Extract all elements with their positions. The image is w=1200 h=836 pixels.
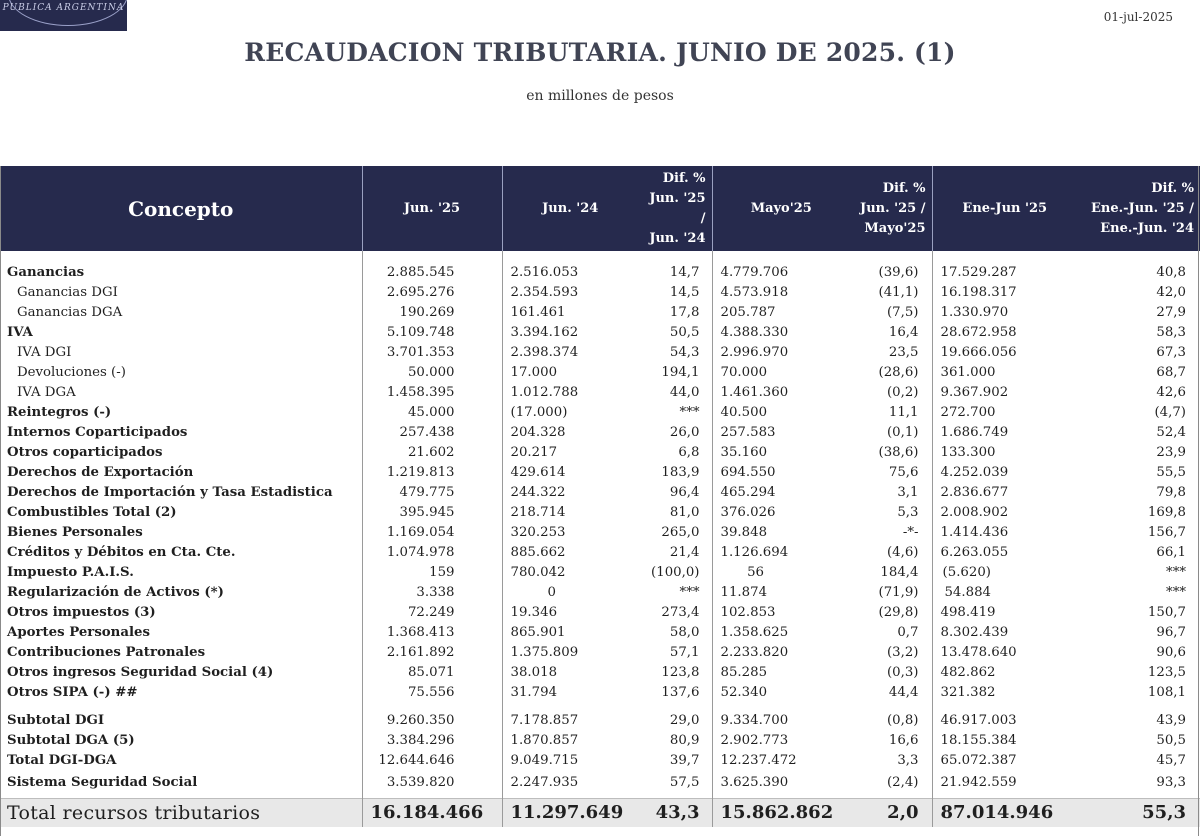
- row-value: 183,9: [661, 465, 700, 480]
- row-value: 93,3: [1156, 775, 1186, 790]
- row-label: IVA DGI: [17, 345, 72, 360]
- row-value: 85.285: [712, 663, 850, 683]
- row-value: (0,3): [886, 665, 919, 680]
- row-label: Derechos de Importación y Tasa Estadistica: [7, 485, 333, 500]
- row-value: 123,8: [661, 665, 700, 680]
- table-row: [0, 263, 1200, 283]
- row-value: ***: [679, 585, 700, 600]
- row-value: 66,1: [1156, 545, 1186, 560]
- row-value: 6.263.055: [932, 543, 1077, 563]
- row-value: 244.322: [502, 483, 638, 503]
- row-value: 1.330.970: [932, 303, 1077, 323]
- row-label: Otros impuestos (3): [7, 605, 156, 620]
- header-dif-enejun-line3: Ene.-Jun. '24: [1100, 220, 1194, 236]
- table-row: [0, 543, 1200, 563]
- row-value: -*-: [902, 525, 919, 540]
- table-row: [0, 403, 1200, 423]
- row-value: 39,7: [669, 753, 700, 768]
- row-value: 15.862.862: [712, 799, 850, 828]
- revenue-table: [0, 166, 1200, 827]
- header-dif-mayo-line3: Mayo'25: [864, 220, 926, 236]
- row-value: 321.382: [932, 683, 1077, 703]
- header-dif-jun-line1: Dif. %: [662, 170, 706, 186]
- table-row: [0, 643, 1200, 663]
- row-value: 108,1: [1147, 685, 1186, 700]
- row-label: Sistema Seguridad Social: [7, 775, 198, 790]
- row-value: 52,4: [1156, 425, 1186, 440]
- table-row: [0, 583, 1200, 603]
- row-value: 45,7: [1156, 753, 1186, 768]
- report-title: RECAUDACION TRIBUTARIA. JUNIO DE 2025. (1): [244, 38, 956, 67]
- row-value: 21.942.559: [932, 771, 1077, 795]
- row-value: 90,6: [1156, 645, 1186, 660]
- row-value: 9.260.350: [362, 711, 502, 731]
- row-value: 5,3: [897, 505, 919, 520]
- row-label: Ganancias DGA: [17, 305, 123, 320]
- row-value: 133.300: [932, 443, 1077, 463]
- row-label: Regularización de Activos (*): [7, 585, 224, 600]
- row-value: 54,3: [669, 345, 700, 360]
- agency-logo: [0, 0, 127, 31]
- row-value: 1.461.360: [712, 383, 850, 403]
- row-value: 885.662: [502, 543, 638, 563]
- row-value: 29,0: [669, 713, 700, 728]
- table-row: [0, 363, 1200, 383]
- row-value: 21,4: [669, 545, 700, 560]
- row-value: (4,6): [886, 545, 919, 560]
- row-value: 7.178.857: [502, 711, 638, 731]
- row-label: Bienes Personales: [7, 525, 143, 540]
- table-row: [0, 443, 1200, 463]
- row-value: 96,7: [1156, 625, 1186, 640]
- row-value: (100,0): [651, 565, 700, 580]
- row-value: 5.109.748: [362, 323, 502, 343]
- row-value: ***: [1166, 565, 1186, 580]
- row-value: 123,5: [1147, 665, 1186, 680]
- table-row: [0, 463, 1200, 483]
- row-value: 67,3: [1156, 345, 1186, 360]
- row-value: 87.014.946: [932, 799, 1077, 828]
- table-row: [0, 343, 1200, 363]
- row-value: 3.384.296: [362, 731, 502, 751]
- table-row: [0, 483, 1200, 503]
- row-value: 75.556: [362, 683, 502, 703]
- row-value: 3.394.162: [502, 323, 638, 343]
- row-value: 45.000: [362, 403, 502, 423]
- row-value: 43,3: [638, 799, 712, 828]
- row-value: 2.354.593: [502, 283, 638, 303]
- header-dif-enejun-line1: Dif. %: [1151, 180, 1194, 196]
- row-value: (41,1): [878, 285, 919, 300]
- header-dif-mayo: [850, 166, 932, 251]
- table-row: [0, 423, 1200, 443]
- row-label: Derechos de Exportación: [7, 465, 194, 480]
- table-row: [0, 683, 1200, 703]
- row-value: 218.714: [502, 503, 638, 523]
- row-value: 56: [712, 563, 850, 583]
- row-value: 27,9: [1156, 305, 1186, 320]
- table-row: [0, 283, 1200, 303]
- row-value: 35.160: [712, 443, 850, 463]
- row-value: 9.367.902: [932, 383, 1077, 403]
- row-value: 257.583: [712, 423, 850, 443]
- row-value: 205.787: [712, 303, 850, 323]
- row-value: (3,2): [886, 645, 919, 660]
- row-value: 39.848: [712, 523, 850, 543]
- row-value: 169,8: [1147, 505, 1186, 520]
- row-value: 11.297.649: [502, 799, 638, 828]
- row-value: 28.672.958: [932, 323, 1077, 343]
- row-value: 1.458.395: [362, 383, 502, 403]
- row-value: 184,4: [880, 565, 919, 580]
- row-value: 1.414.436: [932, 523, 1077, 543]
- row-value: 58,3: [1156, 325, 1186, 340]
- table-row: [0, 603, 1200, 623]
- row-value: 3.338: [362, 583, 502, 603]
- row-value: 17.000: [502, 363, 638, 383]
- row-value: 43,9: [1156, 713, 1186, 728]
- subtotal-row: [0, 711, 1200, 731]
- header-concepto: Concepto: [0, 166, 362, 251]
- table-row: [0, 303, 1200, 323]
- header-dif-jun: [638, 166, 712, 251]
- row-label: Devoluciones (-): [17, 365, 126, 380]
- table-header-row: [0, 166, 1200, 251]
- row-value: 190.269: [362, 303, 502, 323]
- row-value: 57,1: [669, 645, 700, 660]
- row-value: 3,1: [897, 485, 919, 500]
- row-label: Otros coparticipados: [7, 445, 163, 460]
- row-label: Subtotal DGI: [7, 713, 105, 728]
- row-label: Ganancias: [7, 265, 85, 280]
- row-value: 72.249: [362, 603, 502, 623]
- row-value: (5.620): [932, 563, 1077, 583]
- row-value: 79,8: [1156, 485, 1186, 500]
- row-value: 52.340: [712, 683, 850, 703]
- header-jun25: Jun. '25: [362, 166, 502, 251]
- row-label: Aportes Personales: [7, 625, 150, 640]
- row-value: 55,5: [1156, 465, 1186, 480]
- header-enejun25: Ene-Jun '25: [932, 166, 1077, 251]
- row-value: 44,0: [669, 385, 700, 400]
- row-value: (71,9): [878, 585, 919, 600]
- row-value: 23,5: [888, 345, 919, 360]
- row-value: 17,8: [669, 305, 700, 320]
- row-label: Créditos y Débitos en Cta. Cte.: [7, 545, 236, 560]
- row-value: 2.885.545: [362, 263, 502, 283]
- row-value: 265,0: [661, 525, 700, 540]
- row-value: 57,5: [669, 775, 700, 790]
- row-value: 40,8: [1156, 265, 1186, 280]
- row-value: 376.026: [712, 503, 850, 523]
- row-label: Total DGI-DGA: [7, 753, 117, 768]
- row-value: 2.398.374: [502, 343, 638, 363]
- row-value: 272.700: [932, 403, 1077, 423]
- row-value: 14,7: [669, 265, 700, 280]
- row-value: 11,1: [888, 405, 919, 420]
- row-label: Reintegros (-): [7, 405, 112, 420]
- row-value: (39,6): [878, 265, 919, 280]
- row-value: 18.155.384: [932, 731, 1077, 751]
- header-dif-enejun-line2: Ene.-Jun. '25 /: [1090, 200, 1194, 216]
- row-label: IVA: [7, 325, 33, 340]
- row-value: 137,6: [661, 685, 700, 700]
- row-value: 2.996.970: [712, 343, 850, 363]
- row-value: 20.217: [502, 443, 638, 463]
- row-value: 75,6: [888, 465, 919, 480]
- row-value: 42,6: [1156, 385, 1186, 400]
- row-value: 65.072.387: [932, 751, 1077, 771]
- row-value: 40.500: [712, 403, 850, 423]
- row-value: 361.000: [932, 363, 1077, 383]
- row-value: 204.328: [502, 423, 638, 443]
- row-label: Combustibles Total (2): [7, 505, 177, 520]
- row-value: (0,8): [886, 713, 919, 728]
- spacer-row: [0, 703, 1200, 711]
- row-value: 68,7: [1156, 365, 1186, 380]
- header-dif-jun-line3: Jun. '24: [649, 230, 706, 246]
- header-jun24: Jun. '24: [502, 166, 638, 251]
- row-value: (0,1): [886, 425, 919, 440]
- row-value: 429.614: [502, 463, 638, 483]
- row-value: 2.902.773: [712, 731, 850, 751]
- row-value: (29,8): [878, 605, 919, 620]
- row-value: 70.000: [712, 363, 850, 383]
- row-value: 46.917.003: [932, 711, 1077, 731]
- row-value: 1.358.625: [712, 623, 850, 643]
- row-value: 2.695.276: [362, 283, 502, 303]
- spacer-row: [0, 251, 1200, 263]
- row-value: 1.368.413: [362, 623, 502, 643]
- row-value: 80,9: [669, 733, 700, 748]
- row-value: 9.334.700: [712, 711, 850, 731]
- row-value: 8.302.439: [932, 623, 1077, 643]
- row-value: 42,0: [1156, 285, 1186, 300]
- table-row: [0, 623, 1200, 643]
- header-mayo25: Mayo'25: [712, 166, 850, 251]
- row-label: IVA DGA: [17, 385, 76, 400]
- report-subtitle: en millones de pesos: [526, 88, 674, 104]
- row-value: 16.198.317: [932, 283, 1077, 303]
- row-value: 19.346: [502, 603, 638, 623]
- header-dif-mayo-line1: Dif. %: [882, 180, 926, 196]
- row-value: 1.126.694: [712, 543, 850, 563]
- row-value: 865.901: [502, 623, 638, 643]
- row-value: 38.018: [502, 663, 638, 683]
- row-value: 194,1: [661, 365, 700, 380]
- row-value: 320.253: [502, 523, 638, 543]
- row-value: 11.874: [712, 583, 850, 603]
- row-label: Ganancias DGI: [17, 285, 118, 300]
- row-value: 44,4: [888, 685, 919, 700]
- row-value: 3,3: [897, 753, 919, 768]
- row-value: 12.644.646: [362, 751, 502, 771]
- row-value: 2.836.677: [932, 483, 1077, 503]
- row-value: 2.161.892: [362, 643, 502, 663]
- row-value: 17.529.287: [932, 263, 1077, 283]
- row-value: 55,3: [1077, 799, 1200, 828]
- logo-text: PUBLICA ARGENTINA: [2, 3, 125, 13]
- table-row: [0, 503, 1200, 523]
- row-value: 479.775: [362, 483, 502, 503]
- table-row: [0, 523, 1200, 543]
- row-value: 1.870.857: [502, 731, 638, 751]
- row-value: 4.252.039: [932, 463, 1077, 483]
- row-label: Subtotal DGA (5): [7, 733, 135, 748]
- row-value: 2.008.902: [932, 503, 1077, 523]
- row-value: 2.516.053: [502, 263, 638, 283]
- row-value: 85.071: [362, 663, 502, 683]
- row-label: Otros ingresos Seguridad Social (4): [7, 665, 274, 680]
- row-value: 159: [362, 563, 502, 583]
- row-value: 498.419: [932, 603, 1077, 623]
- table-row: [0, 663, 1200, 683]
- header-dif-enejun: [1077, 166, 1200, 251]
- row-value: 16.184.466: [362, 799, 502, 828]
- row-value: (0,2): [886, 385, 919, 400]
- table-row: [0, 323, 1200, 343]
- row-value: ***: [1166, 585, 1186, 600]
- row-value: 0,7: [897, 625, 919, 640]
- row-value: 156,7: [1147, 525, 1186, 540]
- row-value: (17.000): [502, 403, 638, 423]
- row-value: 31.794: [502, 683, 638, 703]
- row-value: 26,0: [669, 425, 700, 440]
- row-value: 395.945: [362, 503, 502, 523]
- total-row: [0, 799, 1200, 828]
- subtotal-row: [0, 731, 1200, 751]
- row-value: 161.461: [502, 303, 638, 323]
- row-value: (7,5): [886, 305, 919, 320]
- row-value: 2.233.820: [712, 643, 850, 663]
- row-value: 96,4: [669, 485, 700, 500]
- row-value: 482.862: [932, 663, 1077, 683]
- row-value: (38,6): [878, 445, 919, 460]
- seguridad-social-row: [0, 771, 1200, 795]
- row-value: 12.237.472: [712, 751, 850, 771]
- row-value: 13.478.640: [932, 643, 1077, 663]
- row-value: 16,6: [888, 733, 919, 748]
- row-value: 465.294: [712, 483, 850, 503]
- row-value: 0: [502, 583, 638, 603]
- row-label: Contribuciones Patronales: [7, 645, 206, 660]
- row-label: Total recursos tributarios: [0, 799, 362, 828]
- row-value: 1.686.749: [932, 423, 1077, 443]
- header-dif-jun-line2: Jun. '25 /: [649, 190, 706, 226]
- row-value: 273,4: [661, 605, 700, 620]
- row-value: 3.539.820: [362, 771, 502, 795]
- subtotal-row: [0, 751, 1200, 771]
- table-body: [0, 251, 1200, 827]
- row-value: 2,0: [850, 799, 932, 828]
- row-value: 1.169.054: [362, 523, 502, 543]
- row-value: 50,5: [1156, 733, 1186, 748]
- row-label: Impuesto P.A.I.S.: [7, 565, 134, 580]
- row-value: 3.701.353: [362, 343, 502, 363]
- table-row: [0, 383, 1200, 403]
- header-dif-mayo-line2: Jun. '25 /: [860, 200, 926, 216]
- row-value: 1.375.809: [502, 643, 638, 663]
- row-value: 694.550: [712, 463, 850, 483]
- row-value: 102.853: [712, 603, 850, 623]
- row-value: (4,7): [1154, 405, 1186, 420]
- row-value: 50.000: [362, 363, 502, 383]
- row-value: 780.042: [502, 563, 638, 583]
- row-value: 9.049.715: [502, 751, 638, 771]
- row-value: 1.074.978: [362, 543, 502, 563]
- row-value: 1.012.788: [502, 383, 638, 403]
- row-value: 150,7: [1147, 605, 1186, 620]
- row-value: ***: [679, 405, 700, 420]
- row-value: 23,9: [1156, 445, 1186, 460]
- row-value: 54.884: [932, 583, 1077, 603]
- row-value: 2.247.935: [502, 771, 638, 795]
- row-value: 81,0: [669, 505, 700, 520]
- row-value: 19.666.056: [932, 343, 1077, 363]
- row-value: (2,4): [886, 775, 919, 790]
- row-value: 1.219.813: [362, 463, 502, 483]
- row-value: 50,5: [669, 325, 700, 340]
- row-value: 4.779.706: [712, 263, 850, 283]
- row-value: 21.602: [362, 443, 502, 463]
- row-value: (28,6): [878, 365, 919, 380]
- row-value: 4.573.918: [712, 283, 850, 303]
- row-label: Otros SIPA (-) ##: [7, 685, 138, 700]
- row-value: 4.388.330: [712, 323, 850, 343]
- row-value: 3.625.390: [712, 771, 850, 795]
- row-label: Internos Coparticipados: [7, 425, 188, 440]
- row-value: 14,5: [669, 285, 700, 300]
- row-value: 257.438: [362, 423, 502, 443]
- row-value: 6,8: [678, 445, 700, 460]
- row-value: 58,0: [669, 625, 700, 640]
- row-value: 16,4: [888, 325, 919, 340]
- report-date: 01-jul-2025: [1103, 10, 1173, 24]
- table-row: [0, 563, 1200, 583]
